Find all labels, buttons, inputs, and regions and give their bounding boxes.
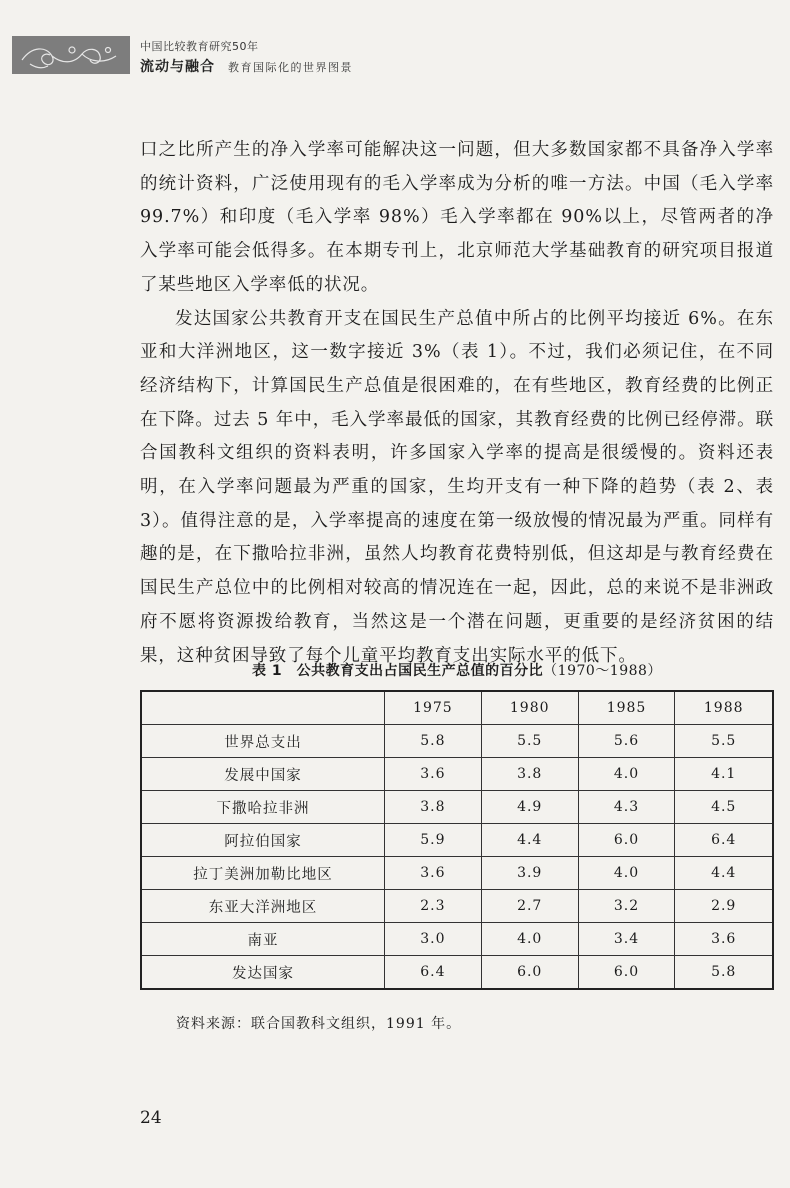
table-cell-value: 3.9 [481,857,578,890]
table-cell-value: 6.0 [578,956,675,990]
table-header-year: 1980 [481,691,578,725]
table-cell-value: 5.8 [675,956,773,990]
table-cell-value: 5.9 [385,824,482,857]
table-cell-value: 4.4 [481,824,578,857]
table-cell-region: 拉丁美洲加勒比地区 [141,857,385,890]
table-cell-value: 5.6 [578,725,675,758]
table-header-blank [141,691,385,725]
table-cell-value: 6.0 [578,824,675,857]
table-caption [140,660,774,680]
paragraph: 发达国家公共教育开支在国民生产总值中所占的比例平均接近 6%。在东亚和大洋洲地区，这一数字接近 3%（表 1）。不过，我们必须记住，在不同经济结构下，计算国民生产总值是很困难的，在有些地区，教育经费的比例正在下降。过去 5 年中，毛入学率最低的国家，其教育经费的比例已经停滞。联合国教科文组织的资料表明，许多国家入学率的提高是很缓慢的。资料还表明，在入学率问题最为严重的国家，生均开支有一种下降的趋势（表 2、表 3）。值得注意的是，入学率提高的速度在第一级放慢的情况最为严重。同样有趣的是，在下撒哈拉非洲，虽然人均教育花费特别低，但这却是与教育经费在国民生产总位中的比例相对较高的情况连在一起，因此，总的来说不是非洲政府不愿将资源拨给教育，当然这是一个潜在问题，更重要的是经济贫困的结果，这种贫困导致了每个儿童平均教育支出实际水平的低下。 [140,308,774,666]
series-title: 中国比较教育研究50年 [140,40,259,53]
table-header-year: 1988 [675,691,773,725]
floral-ornament-icon [12,36,130,74]
table-cell-value: 4.3 [578,791,675,824]
table-cell-region: 世界总支出 [141,725,385,758]
table-cell-value: 4.0 [578,758,675,791]
table-header-row [141,691,773,725]
table-row [141,890,773,923]
table-cell-value: 5.8 [385,725,482,758]
table-cell-region: 发达国家 [141,956,385,990]
table-caption-text: 表 1 公共教育支出占国民生产总值的百分比 [252,663,544,679]
table-cell-value: 3.8 [385,791,482,824]
table-row [141,791,773,824]
table-cell-value: 6.4 [385,956,482,990]
table-cell-value: 6.0 [481,956,578,990]
table-cell-value: 6.4 [675,824,773,857]
table-cell-value: 4.0 [481,923,578,956]
table-cell-region: 东亚大洋洲地区 [141,890,385,923]
table-row [141,758,773,791]
table-row [141,923,773,956]
table-cell-region: 发展中国家 [141,758,385,791]
table-cell-value: 2.7 [481,890,578,923]
table-row [141,824,773,857]
table-cell-value: 3.6 [385,857,482,890]
table-source-note: 资料来源：联合国教科文组织，1991 年。 [176,1016,462,1032]
table-cell-value: 4.5 [675,791,773,824]
table-row [141,725,773,758]
table-cell-region: 阿拉伯国家 [141,824,385,857]
table-cell-value: 2.3 [385,890,482,923]
table-cell-value: 4.4 [675,857,773,890]
table-cell-value: 3.6 [385,758,482,791]
table-header-year: 1985 [578,691,675,725]
header-ornament-band [12,36,130,74]
table-caption-range: （1970～1988） [543,663,662,679]
table-cell-value: 2.9 [675,890,773,923]
table-row [141,956,773,990]
table-cell-region: 下撒哈拉非洲 [141,791,385,824]
table-cell-value: 3.4 [578,923,675,956]
table-cell-value: 3.6 [675,923,773,956]
table-cell-region: 南亚 [141,923,385,956]
table-row [141,857,773,890]
table-cell-value: 3.8 [481,758,578,791]
data-table [140,690,774,990]
table-cell-value: 4.0 [578,857,675,890]
table-cell-value: 5.5 [675,725,773,758]
book-title: 流动与融合 [140,59,215,75]
table-cell-value: 5.5 [481,725,578,758]
book-subtitle: 教育国际化的世界图景 [228,61,353,74]
table-cell-value: 3.0 [385,923,482,956]
table-cell-value: 4.9 [481,791,578,824]
paragraph: 口之比所产生的净入学率可能解决这一问题，但大多数国家都不具备净入学率的统计资料，广泛使用现有的毛入学率成为分析的唯一方法。中国（毛入学率 99.7%）和印度（毛入学率 98%）毛入学率都在 90%以上，尽管两者的净入学率可能会低得多。在本期专刊上，北京师范大学基础教育的研究项目报道了某些地区入学率低的状况。 [140,140,774,295]
table-cell-value: 3.2 [578,890,675,923]
table-cell-value: 4.1 [675,758,773,791]
page-number: 24 [140,1108,162,1128]
body-text [140,134,774,673]
table-header-year: 1975 [385,691,482,725]
